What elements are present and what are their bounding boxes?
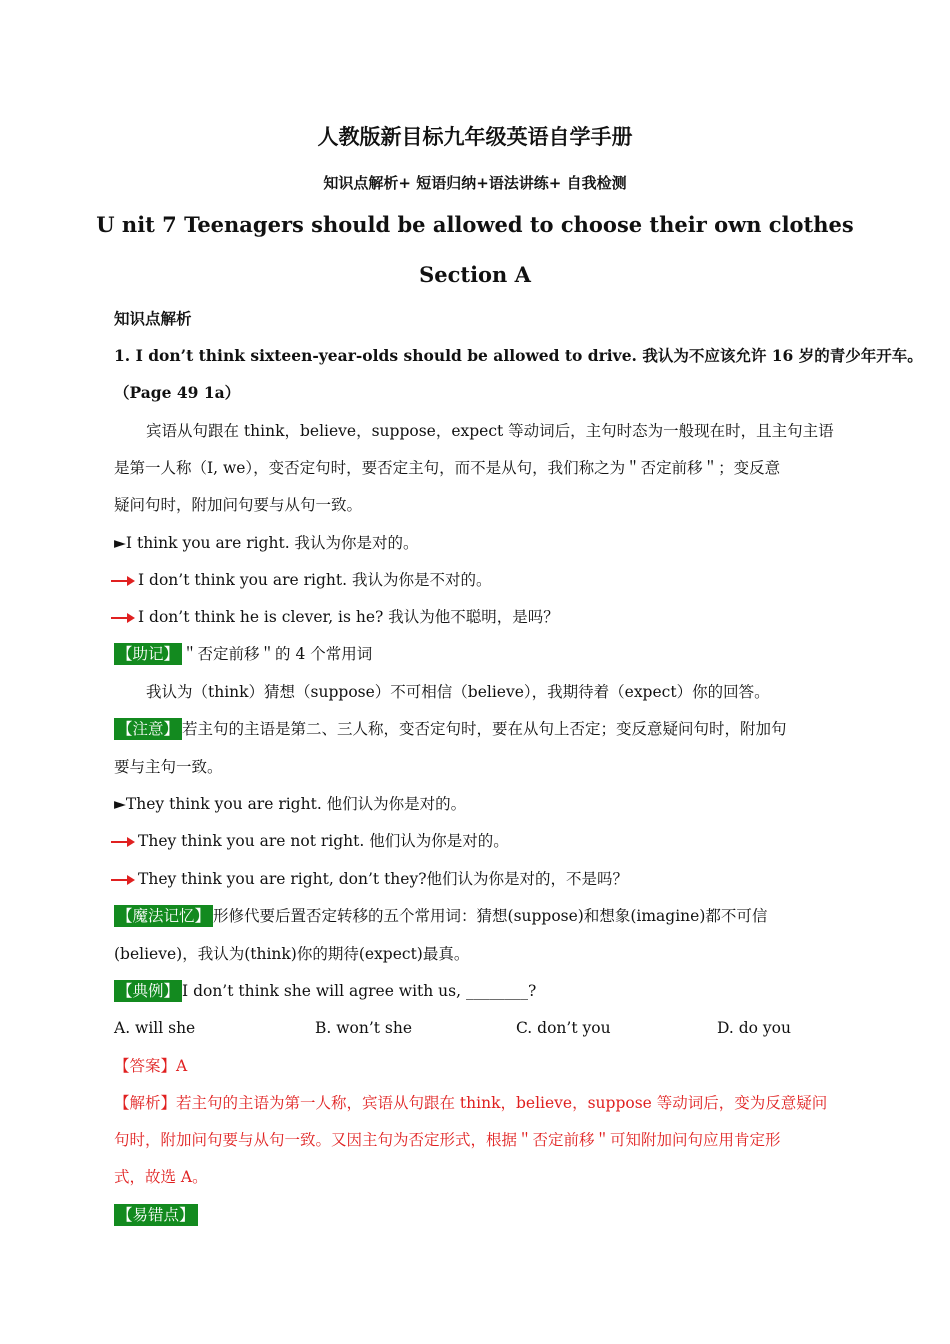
para1-line2: 是第一人称（I, we），变否定句时，要否定主句，而不是从句，我们称之为＂否定前移＂；变反意: [114, 459, 781, 477]
jiexi-line2: 句时，附加问句要与从句一致。又因主句为否定形式，根据＂否定前移＂可知附加问句应用肯定形: [114, 1131, 781, 1149]
yicuo-row: [114, 1204, 198, 1226]
section-title: Section A: [419, 262, 531, 287]
example-6-row: [110, 868, 628, 890]
para1-line3: 疑问句时，附加问句要与从句一致。: [114, 496, 363, 514]
red-arrow-icon: [110, 835, 136, 849]
para1-line1: 宾语从句跟在 think，believe，suppose，expect 等动词后，主句时态为一般现在时，且主句主语: [146, 422, 834, 440]
example-4: ►They think you are right. 他们认为你是对的。: [114, 795, 467, 813]
tag-mofa: 【魔法记忆】: [114, 905, 213, 927]
tag-zhuji: 【助记】: [114, 643, 182, 665]
option-c: C. don’t you: [516, 1019, 611, 1037]
example-1: ►I think you are right. 我认为你是对的。: [114, 534, 419, 552]
option-d: D. do you: [717, 1019, 791, 1037]
example-6: They think you are right, don’t they?他们认为你是对的，不是吗？: [138, 870, 629, 888]
jiexi-line1: 【解析】若主句的主语为第一人称，宾语从句跟在 think，believe，suppose 等动词后，变为反意疑问: [114, 1094, 828, 1112]
tag-dianli: 【典例】: [114, 980, 182, 1002]
point-1: 1. I don’t think sixteen-year-olds should be allowed to drive. 我认为不应该允许 16 岁的青少年开车。: [114, 346, 923, 365]
option-b: B. won’t she: [315, 1019, 413, 1037]
page-reference: （Page 49 1a）: [114, 383, 241, 402]
zhuyi-line1: 若主句的主语是第二、三人称，变否定句时，要在从句上否定；变反意疑问句时，附加句: [182, 720, 787, 738]
dianli-question: I don’t think she will agree with us, ________?: [182, 982, 537, 1000]
example-5: They think you are not right. 他们认为你是对的。: [138, 832, 509, 850]
example-2: I don’t think you are right. 我认为你是不对的。: [138, 571, 492, 589]
zhuji-line: 我认为（think）猜想（suppose）不可相信（believe），我期待着（expect）你的回答。: [146, 683, 770, 701]
section-heading: 知识点解析: [114, 309, 192, 328]
dianli-row: [114, 980, 536, 1002]
tag-yicuo: 【易错点】: [114, 1204, 198, 1226]
unit-title: U nit 7 Teenagers should be allowed to choose their own clothes: [96, 212, 854, 237]
example-3-row: [110, 606, 559, 628]
red-arrow-icon: [110, 574, 136, 588]
zhuyi-row: [114, 718, 787, 740]
zhuji-row: [114, 643, 372, 665]
red-arrow-icon: [110, 873, 136, 887]
answer: 【答案】A: [114, 1057, 188, 1075]
mofa-row: [114, 905, 767, 927]
tag-zhuyi: 【注意】: [114, 718, 182, 740]
zhuyi-line2: 要与主句一致。: [114, 758, 223, 776]
zhuji-text: ＂否定前移＂的 4 个常用词: [182, 645, 373, 663]
example-3: I don’t think he is clever, is he? 我认为他不聪明，是吗？: [138, 608, 559, 626]
example-5-row: [110, 830, 509, 852]
mofa-line1: 形修代要后置否定转移的五个常用词：猜想(suppose)和想象(imagine)都不可信: [213, 907, 768, 925]
jiexi-line3: 式，故选 A。: [114, 1168, 208, 1186]
page-subtitle: 知识点解析+ 短语归纳+语法讲练+ 自我检测: [323, 174, 627, 192]
mofa-line2: (believe)，我认为(think)你的期待(expect)最真。: [114, 945, 470, 963]
red-arrow-icon: [110, 611, 136, 625]
option-a: A. will she: [114, 1019, 196, 1037]
page-title: 人教版新目标九年级英语自学手册: [317, 124, 633, 149]
example-2-row: [110, 569, 491, 591]
